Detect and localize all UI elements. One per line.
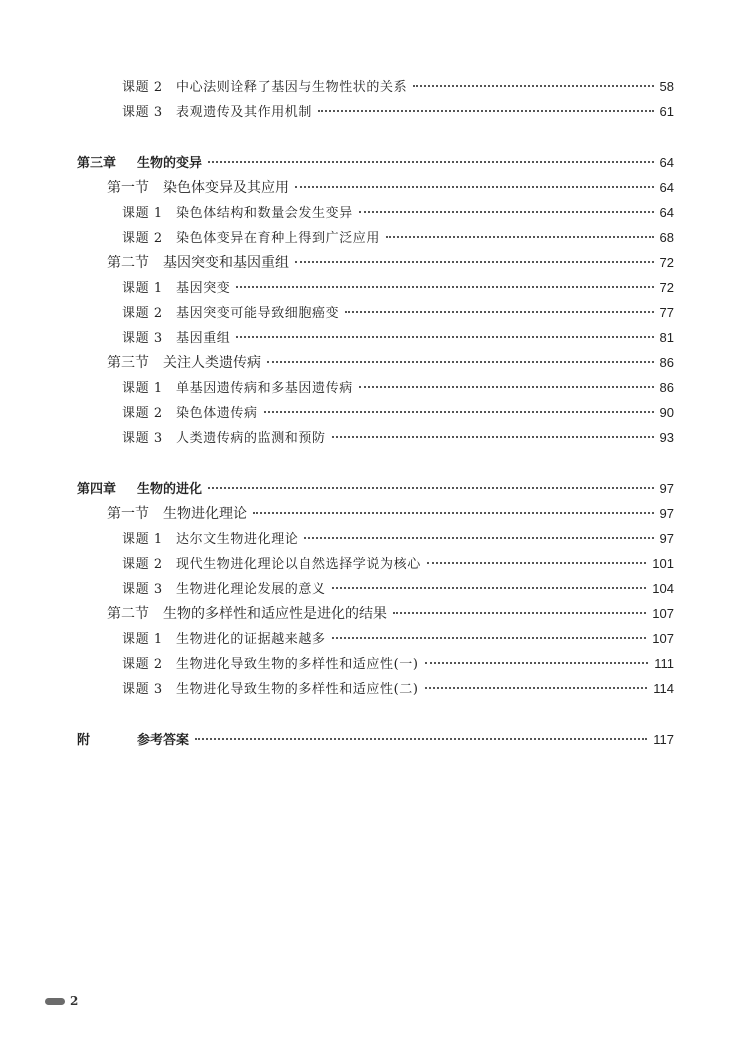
dot-leader <box>236 336 653 338</box>
dot-leader <box>318 110 654 112</box>
toc-entry-topic <box>122 427 674 449</box>
toc-entry-page: 86 <box>659 355 674 370</box>
toc-entry-page: 111 <box>654 656 674 671</box>
toc-entry-page: 86 <box>659 380 674 395</box>
toc-entry-page: 64 <box>659 155 674 170</box>
toc-entry-number: 第一节 <box>107 506 149 522</box>
toc-entry-number: 课题 3 <box>122 682 163 697</box>
page-footer <box>45 994 78 1008</box>
toc-entry-number: 课题 1 <box>122 206 163 221</box>
toc-entry-title: 生物的变异 <box>137 156 203 171</box>
toc-entry-number: 第三章 <box>77 156 117 171</box>
toc-entry-chapter <box>77 729 674 751</box>
toc-entry-page: 107 <box>652 606 674 621</box>
toc-entry-topic <box>122 202 674 224</box>
dot-leader <box>425 662 649 664</box>
toc-entry-number: 课题 2 <box>122 557 163 572</box>
toc-entry-topic <box>122 578 674 600</box>
dot-leader <box>413 85 653 87</box>
toc-entry-title: 生物进化导致生物的多样性和适应性(二) <box>176 682 419 697</box>
toc-entry-topic <box>122 227 674 249</box>
toc-entry-title: 染色体结构和数量会发生变异 <box>176 206 353 221</box>
toc-entry-title: 中心法则诠释了基因与生物性状的关系 <box>176 80 408 95</box>
toc-entry-title: 单基因遗传病和多基因遗传病 <box>176 381 353 396</box>
toc-entry-title: 达尔文生物进化理论 <box>176 532 299 547</box>
dot-leader <box>386 236 654 238</box>
toc-entry-topic <box>122 277 674 299</box>
dot-leader <box>208 161 654 163</box>
toc-entry-topic <box>122 402 674 424</box>
toc-entry-title: 生物进化理论 <box>163 506 247 522</box>
toc-entry-page: 77 <box>659 305 674 320</box>
toc-entry-page: 72 <box>659 255 674 270</box>
toc-entry-number: 课题 1 <box>122 381 163 396</box>
toc-entry-page: 64 <box>659 205 674 220</box>
toc-entry-title: 生物进化导致生物的多样性和适应性(一) <box>176 657 419 672</box>
toc-entry-page: 72 <box>659 280 674 295</box>
dot-leader <box>264 411 654 413</box>
toc-entry-number: 课题 2 <box>122 406 163 421</box>
toc-entry-title: 表观遗传及其作用机制 <box>176 105 313 120</box>
toc-entry-topic <box>122 528 674 550</box>
toc-entry-number: 课题 3 <box>122 582 163 597</box>
toc-entry-number: 课题 3 <box>122 331 163 346</box>
toc-entry-title: 现代生物进化理论以自然选择学说为核心 <box>176 557 421 572</box>
toc-entry-title: 基因重组 <box>176 331 231 346</box>
dot-leader <box>393 612 646 614</box>
toc-entry-number: 第三节 <box>107 355 149 371</box>
toc-entry-page: 97 <box>659 531 674 546</box>
toc-entry-title: 生物的多样性和适应性是进化的结果 <box>163 606 387 622</box>
toc-entry-number: 课题 3 <box>122 105 163 120</box>
toc-entry-number: 课题 3 <box>122 431 163 446</box>
toc-entry-title: 人类遗传病的监测和预防 <box>176 431 326 446</box>
toc-entry-page: 97 <box>659 506 674 521</box>
toc-entry-page: 68 <box>659 230 674 245</box>
toc-entry-page: 117 <box>653 732 674 747</box>
toc-entry-section <box>107 352 674 374</box>
dot-leader <box>195 738 647 740</box>
dot-leader <box>253 512 654 514</box>
toc-entry-page: 107 <box>652 631 674 646</box>
toc-entry-number: 附 <box>77 733 91 748</box>
toc-entry-page: 93 <box>659 430 674 445</box>
dot-leader <box>427 562 646 564</box>
dot-leader <box>332 436 654 438</box>
toc-entry-chapter <box>77 478 674 500</box>
toc-entry-section <box>107 603 674 625</box>
toc-entry-title: 生物的进化 <box>137 482 203 497</box>
dot-leader <box>236 286 653 288</box>
toc-entry-page: 90 <box>659 405 674 420</box>
toc-entry-title: 生物进化理论发展的意义 <box>176 582 326 597</box>
toc-entry-number: 课题 2 <box>122 657 163 672</box>
toc-entry-page: 104 <box>652 581 674 596</box>
toc-entry-topic <box>122 377 674 399</box>
toc-entry-topic <box>122 101 674 123</box>
toc-entry-title: 生物进化的证据越来越多 <box>176 632 326 647</box>
toc-entry-title: 基因突变 <box>176 281 231 296</box>
dot-leader <box>295 186 654 188</box>
dot-leader <box>425 687 648 689</box>
footer-bar-decoration <box>45 998 65 1005</box>
toc-entry-section <box>107 177 674 199</box>
dot-leader <box>359 211 654 213</box>
toc-entry-topic <box>122 653 674 675</box>
toc-entry-title: 参考答案 <box>137 733 190 748</box>
toc-entry-topic <box>122 302 674 324</box>
toc-entry-section <box>107 503 674 525</box>
toc-entry-number: 课题 1 <box>122 281 163 296</box>
toc-entry-title: 基因突变可能导致细胞癌变 <box>176 306 340 321</box>
toc-entry-topic <box>122 678 674 700</box>
dot-leader <box>208 487 654 489</box>
toc-entry-topic <box>122 327 674 349</box>
dot-leader <box>332 637 647 639</box>
toc-entry-title: 染色体变异及其应用 <box>163 180 289 196</box>
toc-entry-number: 课题 2 <box>122 80 163 95</box>
toc-entry-section <box>107 252 674 274</box>
dot-leader <box>304 537 653 539</box>
dot-leader <box>267 361 654 363</box>
page-number: 2 <box>70 994 79 1008</box>
toc-entry-topic <box>122 628 674 650</box>
toc-entry-number: 第四章 <box>77 482 117 497</box>
toc-entry-number: 第二节 <box>107 606 149 622</box>
toc-entry-number: 第二节 <box>107 255 149 271</box>
toc-entry-number: 第一节 <box>107 180 149 196</box>
toc-entry-topic <box>122 553 674 575</box>
toc-entry-number: 课题 2 <box>122 306 163 321</box>
dot-leader <box>295 261 654 263</box>
toc-entry-page: 58 <box>659 79 674 94</box>
toc-entry-page: 64 <box>659 180 674 195</box>
toc-entry-topic <box>122 76 674 98</box>
toc-entry-chapter <box>77 152 674 174</box>
toc-entry-page: 81 <box>659 330 674 345</box>
toc-entry-number: 课题 1 <box>122 532 163 547</box>
toc-entry-title: 染色体变异在育种上得到广泛应用 <box>176 231 381 246</box>
toc-entry-page: 97 <box>659 481 674 496</box>
toc-entry-title: 基因突变和基因重组 <box>163 255 289 271</box>
toc-entry-page: 101 <box>652 556 674 571</box>
dot-leader <box>359 386 654 388</box>
dot-leader <box>332 587 647 589</box>
dot-leader <box>345 311 653 313</box>
toc-entry-page: 114 <box>653 681 674 696</box>
toc-entry-number: 课题 1 <box>122 632 163 647</box>
toc-entry-number: 课题 2 <box>122 231 163 246</box>
toc-entry-title: 染色体遗传病 <box>176 406 258 421</box>
toc-entry-page: 61 <box>659 104 674 119</box>
toc-entry-title: 关注人类遗传病 <box>163 355 261 371</box>
